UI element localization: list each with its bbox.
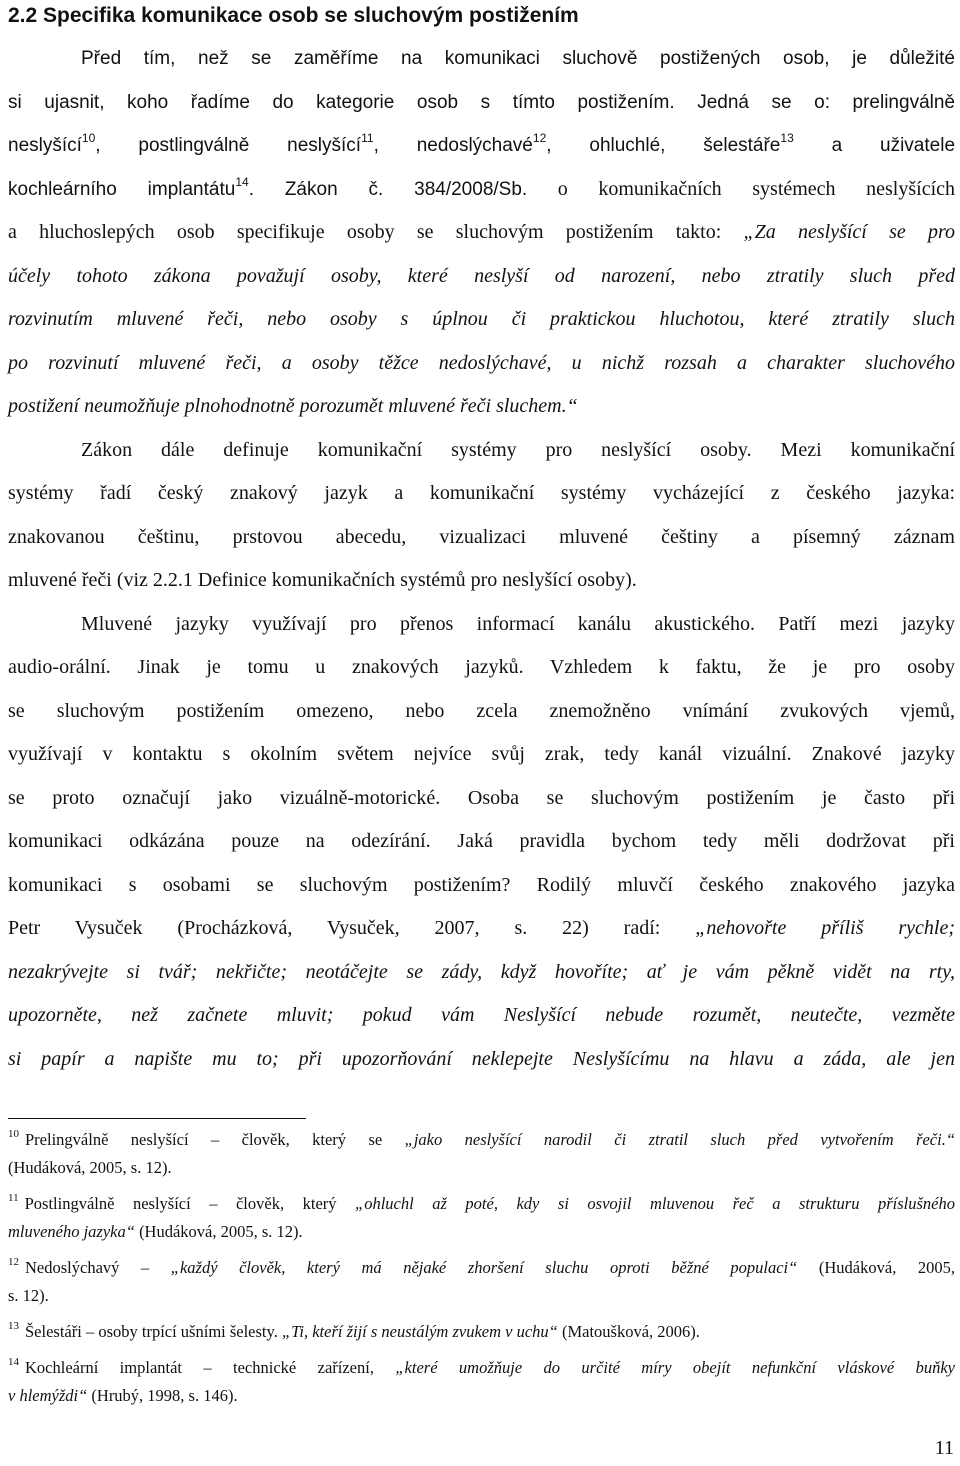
quote-span: „nehovořte příliš rychle; — [695, 917, 956, 939]
text-line — [8, 211, 955, 255]
paragraph-languages — [8, 603, 955, 1082]
footnote-ref: 11 — [361, 131, 374, 145]
text-span: Prelingválně neslyšící – člověk, který se — [25, 1130, 383, 1149]
footnote-line — [8, 1354, 955, 1382]
text-span: (Hrubý, 1998, s. 146). — [91, 1386, 238, 1405]
footnote-ref: 14 — [235, 174, 249, 189]
footnote-separator — [8, 1118, 306, 1119]
text-span: Mezi komunikační — [780, 438, 956, 461]
quote-line: upozorněte, než začnete mluvit; pokud vám Neslyšící nebude rozumět, neutečte, vezměte — [8, 1004, 955, 1026]
footnote — [8, 1190, 955, 1246]
quote-span: „které umožňuje do určité míry obejít nefunkční vláskové buňky — [395, 1358, 955, 1377]
footnote-line — [8, 1318, 955, 1346]
text-line: si ujasnit, koho řadíme do kategorie osob s tímto postižením. Jedná se o: prelingválně — [8, 91, 955, 113]
paragraph-law — [8, 429, 955, 603]
text-span: , postlingválně neslyšící — [95, 135, 362, 156]
text-span: (Hudáková, 2005, s. 12). — [139, 1222, 303, 1241]
text-line: komunikaci s osobami se sluchovým postižením? Rodilý mluvčí českého znakového jazyka — [8, 873, 955, 896]
quote-span: v hlemýždi“ — [8, 1386, 88, 1405]
footnote-number: 11 — [8, 1192, 19, 1204]
text-line: audio-orální. Jinak je tomu u znakových jazyků. Vzhledem k faktu, že je pro osoby — [8, 656, 955, 678]
quote-span: „Ti, kteří žijí s neustálým zvukem v uchu“ — [281, 1322, 558, 1341]
quote-line: rozvinutím mluvené řeči, nebo osoby s úplnou či praktickou hluchotou, které ztratily sluch — [8, 308, 955, 330]
text-span: a uživatele — [831, 135, 956, 156]
text-line: Mluvené jazyky využívají pro přenos informací kanálu akustického. Patří mezi jazyky — [81, 612, 955, 635]
quote-line: účely tohoto zákona považují osoby, které neslyší od narození, nebo ztratily sluch před — [8, 264, 955, 287]
text-span: , nedoslýchavé — [373, 135, 533, 156]
text-span: neslyšící — [8, 135, 82, 156]
footnote-line: s. 12). — [8, 1286, 49, 1305]
footnote-line — [8, 1126, 955, 1154]
section-heading: 2.2 Specifika komunikace osob se sluchovým postižením — [8, 4, 579, 27]
footnote-ref: 13 — [780, 131, 794, 145]
footnote — [8, 1126, 955, 1182]
footnote — [8, 1318, 955, 1346]
footnote-number: 14 — [8, 1356, 19, 1368]
text-line: mluvené řeči (viz 2.2.1 Definice komunikačních systémů pro neslyšící osoby). — [8, 569, 637, 591]
text-line — [8, 168, 955, 212]
quote-line: postižení neumožňuje plnohodnotně porozumět mluvené řeči sluchem.“ — [8, 395, 578, 417]
quote-span: „Za neslyšící se pro — [743, 221, 955, 243]
text-line: Před tím, než se zaměříme na komunikaci sluchově postižených osob, je důležité — [81, 48, 955, 69]
quote-line: po rozvinutí mluvené řeči, a osoby těžce nedoslýchavé, u nichž rozsah a charakter sluchového — [8, 351, 955, 374]
text-line: se sluchovým postižením omezeno, nebo zcela znemožněno vnímání zvukových vjemů, — [8, 699, 955, 722]
text-line: se proto označují jako vizuálně-motorické. Osoba se sluchovým postižením je často při — [8, 786, 955, 809]
text-span: , ohluchlé, šelestáře — [546, 135, 781, 156]
text-line — [8, 429, 955, 473]
footnote-line — [8, 1254, 955, 1282]
text-line: komunikaci odkázána pouze na odezírání. Jaká pravidla bychom tedy měli dodržovat při — [8, 830, 955, 852]
footnote-line — [8, 1190, 955, 1218]
footnote-number: 10 — [8, 1128, 19, 1140]
text-span: (Hudáková, 2005, — [818, 1258, 956, 1277]
text-span: (Matoušková, 2006). — [561, 1322, 700, 1341]
text-line — [8, 124, 955, 168]
footnote-ref: 10 — [81, 131, 96, 145]
quote-line: nezakrývejte si tvář; nekřičte; neotáčejte se zády, když hovoříte; ať je vám pěkně vidět na rty, — [8, 960, 955, 983]
quote-span: „jako neslyšící narodil či ztratil sluch před vytvořením řeči.“ — [404, 1130, 956, 1149]
footnote-line: (Hudáková, 2005, s. 12). — [8, 1158, 172, 1177]
footnote-number: 12 — [8, 1256, 19, 1268]
text-span: Postlingválně neslyšící – člověk, který — [24, 1194, 337, 1213]
text-span: Kochleární implantát – technické zařízení, — [25, 1358, 374, 1377]
footnote-line — [8, 1218, 955, 1246]
text-span: Nedoslýchavý – — [25, 1258, 150, 1277]
text-span: Šelestáři – osoby trpící ušními šelesty. — [25, 1322, 278, 1341]
footnote-ref: 12 — [532, 131, 547, 145]
quote-span: „každý člověk, který má nějaké zhoršení sluchu oproti běžné populaci“ — [170, 1258, 798, 1277]
text-line: znakovanou češtinu, prstovou abecedu, vizualizaci mluvené češtiny a písemný záznam — [8, 525, 955, 548]
quote-line: si papír a napište mu to; při upozorňování neklepejte Neslyšícímu na hlavu a záda, ale jen — [8, 1047, 955, 1070]
text-span: . Zákon č. 384/2008/Sb. — [248, 178, 528, 200]
body-text — [8, 37, 955, 1081]
quote-span: mluveného jazyka“ — [8, 1222, 135, 1241]
footnote — [8, 1254, 955, 1310]
text-span: a hluchoslepých osob specifikuje osoby se sluchovým postižením takto: — [8, 221, 722, 243]
quote-span: „ohluchl až poté, kdy si osvojil mluvenou řeč a strukturu příslušného — [355, 1194, 956, 1213]
text-span: kochleárního implantátu — [8, 178, 236, 200]
paragraph-definitions — [8, 37, 955, 429]
text-line: využívají v kontaktu s okolním světem nejvíce svůj zrak, tedy kanál vizuální. Znakové jazyky — [8, 743, 955, 765]
footnotes — [8, 1126, 955, 1418]
text-line — [8, 907, 955, 951]
text-span: Zákon dále definuje komunikační systémy pro neslyšící osoby. — [81, 438, 752, 461]
footnote-line — [8, 1382, 955, 1410]
footnote-number: 13 — [8, 1320, 19, 1332]
text-span: Petr Vysuček (Procházková, Vysuček, 2007, s. 22) radí: — [8, 917, 661, 939]
text-span: o komunikačních systémech neslyšících — [557, 177, 956, 200]
page-number: 11 — [934, 1437, 954, 1459]
footnote — [8, 1354, 955, 1410]
text-line: systémy řadí český znakový jazyk a komunikační systémy vycházející z českého jazyka: — [8, 482, 955, 504]
